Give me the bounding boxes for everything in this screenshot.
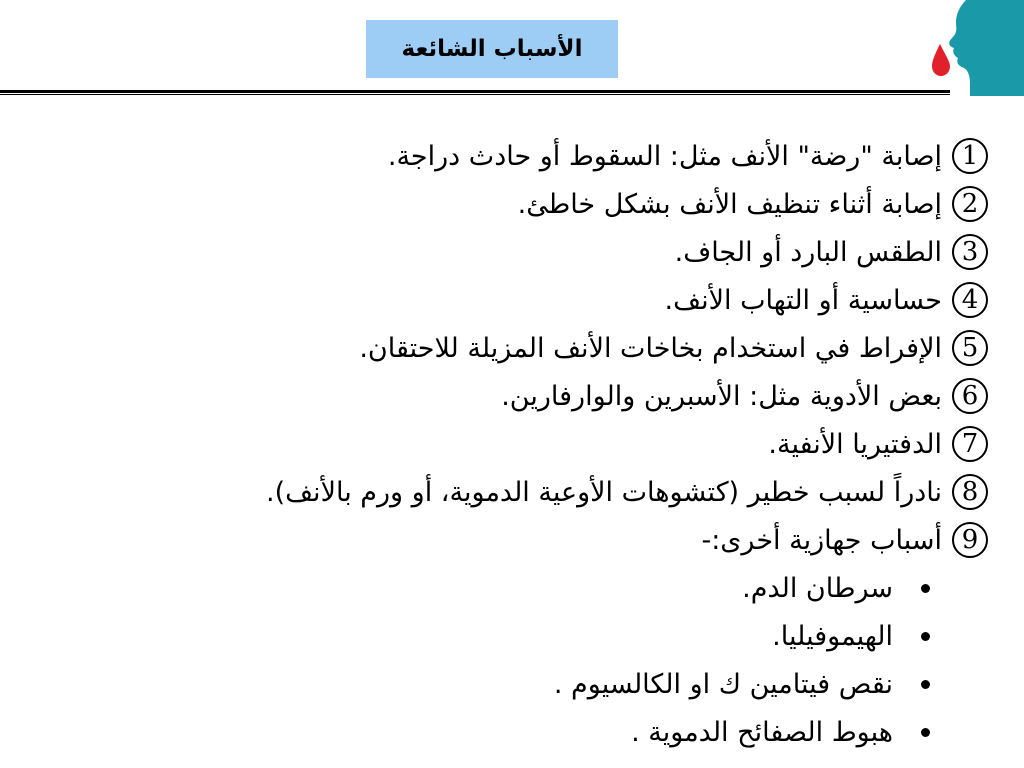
header-divider bbox=[0, 90, 950, 93]
bullet-dot-icon bbox=[921, 680, 930, 689]
circled-number: 5 bbox=[952, 330, 988, 366]
sub-item-text: سرطان الدم. bbox=[742, 572, 893, 604]
item-text: حساسية أو التهاب الأنف. bbox=[664, 284, 942, 316]
circled-number: 9 bbox=[952, 522, 988, 558]
list-item bbox=[48, 276, 988, 324]
circled-number: 8 bbox=[952, 474, 988, 510]
circled-number: 7 bbox=[952, 426, 988, 462]
sub-list-item bbox=[48, 708, 930, 756]
item-text: الطقس البارد أو الجاف. bbox=[674, 236, 942, 268]
header-divider-thin bbox=[0, 94, 950, 95]
list-item bbox=[48, 324, 988, 372]
item-text: أسباب جهازية أخرى:- bbox=[701, 524, 942, 556]
list-item bbox=[48, 516, 988, 564]
bullet-dot-icon bbox=[921, 728, 930, 737]
nosebleed-logo-icon bbox=[930, 0, 1024, 96]
page-title: الأسباب الشائعة bbox=[401, 36, 583, 62]
item-text: نادراً لسبب خطير (كتشوهات الأوعية الدموية، أو ورم بالأنف). bbox=[265, 476, 942, 508]
title-box bbox=[366, 20, 618, 78]
sub-item-text: نقص فيتامين ك او الكالسيوم . bbox=[553, 668, 893, 700]
item-text: الدفتيريا الأنفية. bbox=[768, 428, 942, 460]
sub-item-text: الهيموفيليا. bbox=[772, 620, 893, 652]
sub-list-item bbox=[48, 564, 930, 612]
list-item bbox=[48, 468, 988, 516]
causes-list bbox=[48, 132, 988, 756]
sub-list bbox=[48, 564, 930, 756]
circled-number: 2 bbox=[952, 186, 988, 222]
sub-item-text: هبوط الصفائح الدموية . bbox=[631, 716, 893, 748]
circled-number: 6 bbox=[952, 378, 988, 414]
item-text: بعض الأدوية مثل: الأسبرين والوارفارين. bbox=[501, 380, 942, 412]
item-text: إصابة "رضة" الأنف مثل: السقوط أو حادث دراجة. bbox=[387, 140, 942, 172]
item-text: إصابة أثناء تنظيف الأنف بشكل خاطئ. bbox=[517, 188, 942, 220]
bullet-dot-icon bbox=[921, 584, 930, 593]
circled-number: 4 bbox=[952, 282, 988, 318]
circled-number: 1 bbox=[952, 138, 988, 174]
circled-number: 3 bbox=[952, 234, 988, 270]
bullet-dot-icon bbox=[921, 632, 930, 641]
sub-list-item bbox=[48, 612, 930, 660]
list-item bbox=[48, 132, 988, 180]
list-item bbox=[48, 180, 988, 228]
list-item bbox=[48, 372, 988, 420]
sub-list-item bbox=[48, 660, 930, 708]
item-text: الإفراط في استخدام بخاخات الأنف المزيلة للاحتقان. bbox=[359, 332, 942, 364]
face-profile-shape bbox=[949, 0, 1024, 96]
list-item bbox=[48, 420, 988, 468]
list-item bbox=[48, 228, 988, 276]
blood-drop-shape bbox=[932, 44, 950, 76]
